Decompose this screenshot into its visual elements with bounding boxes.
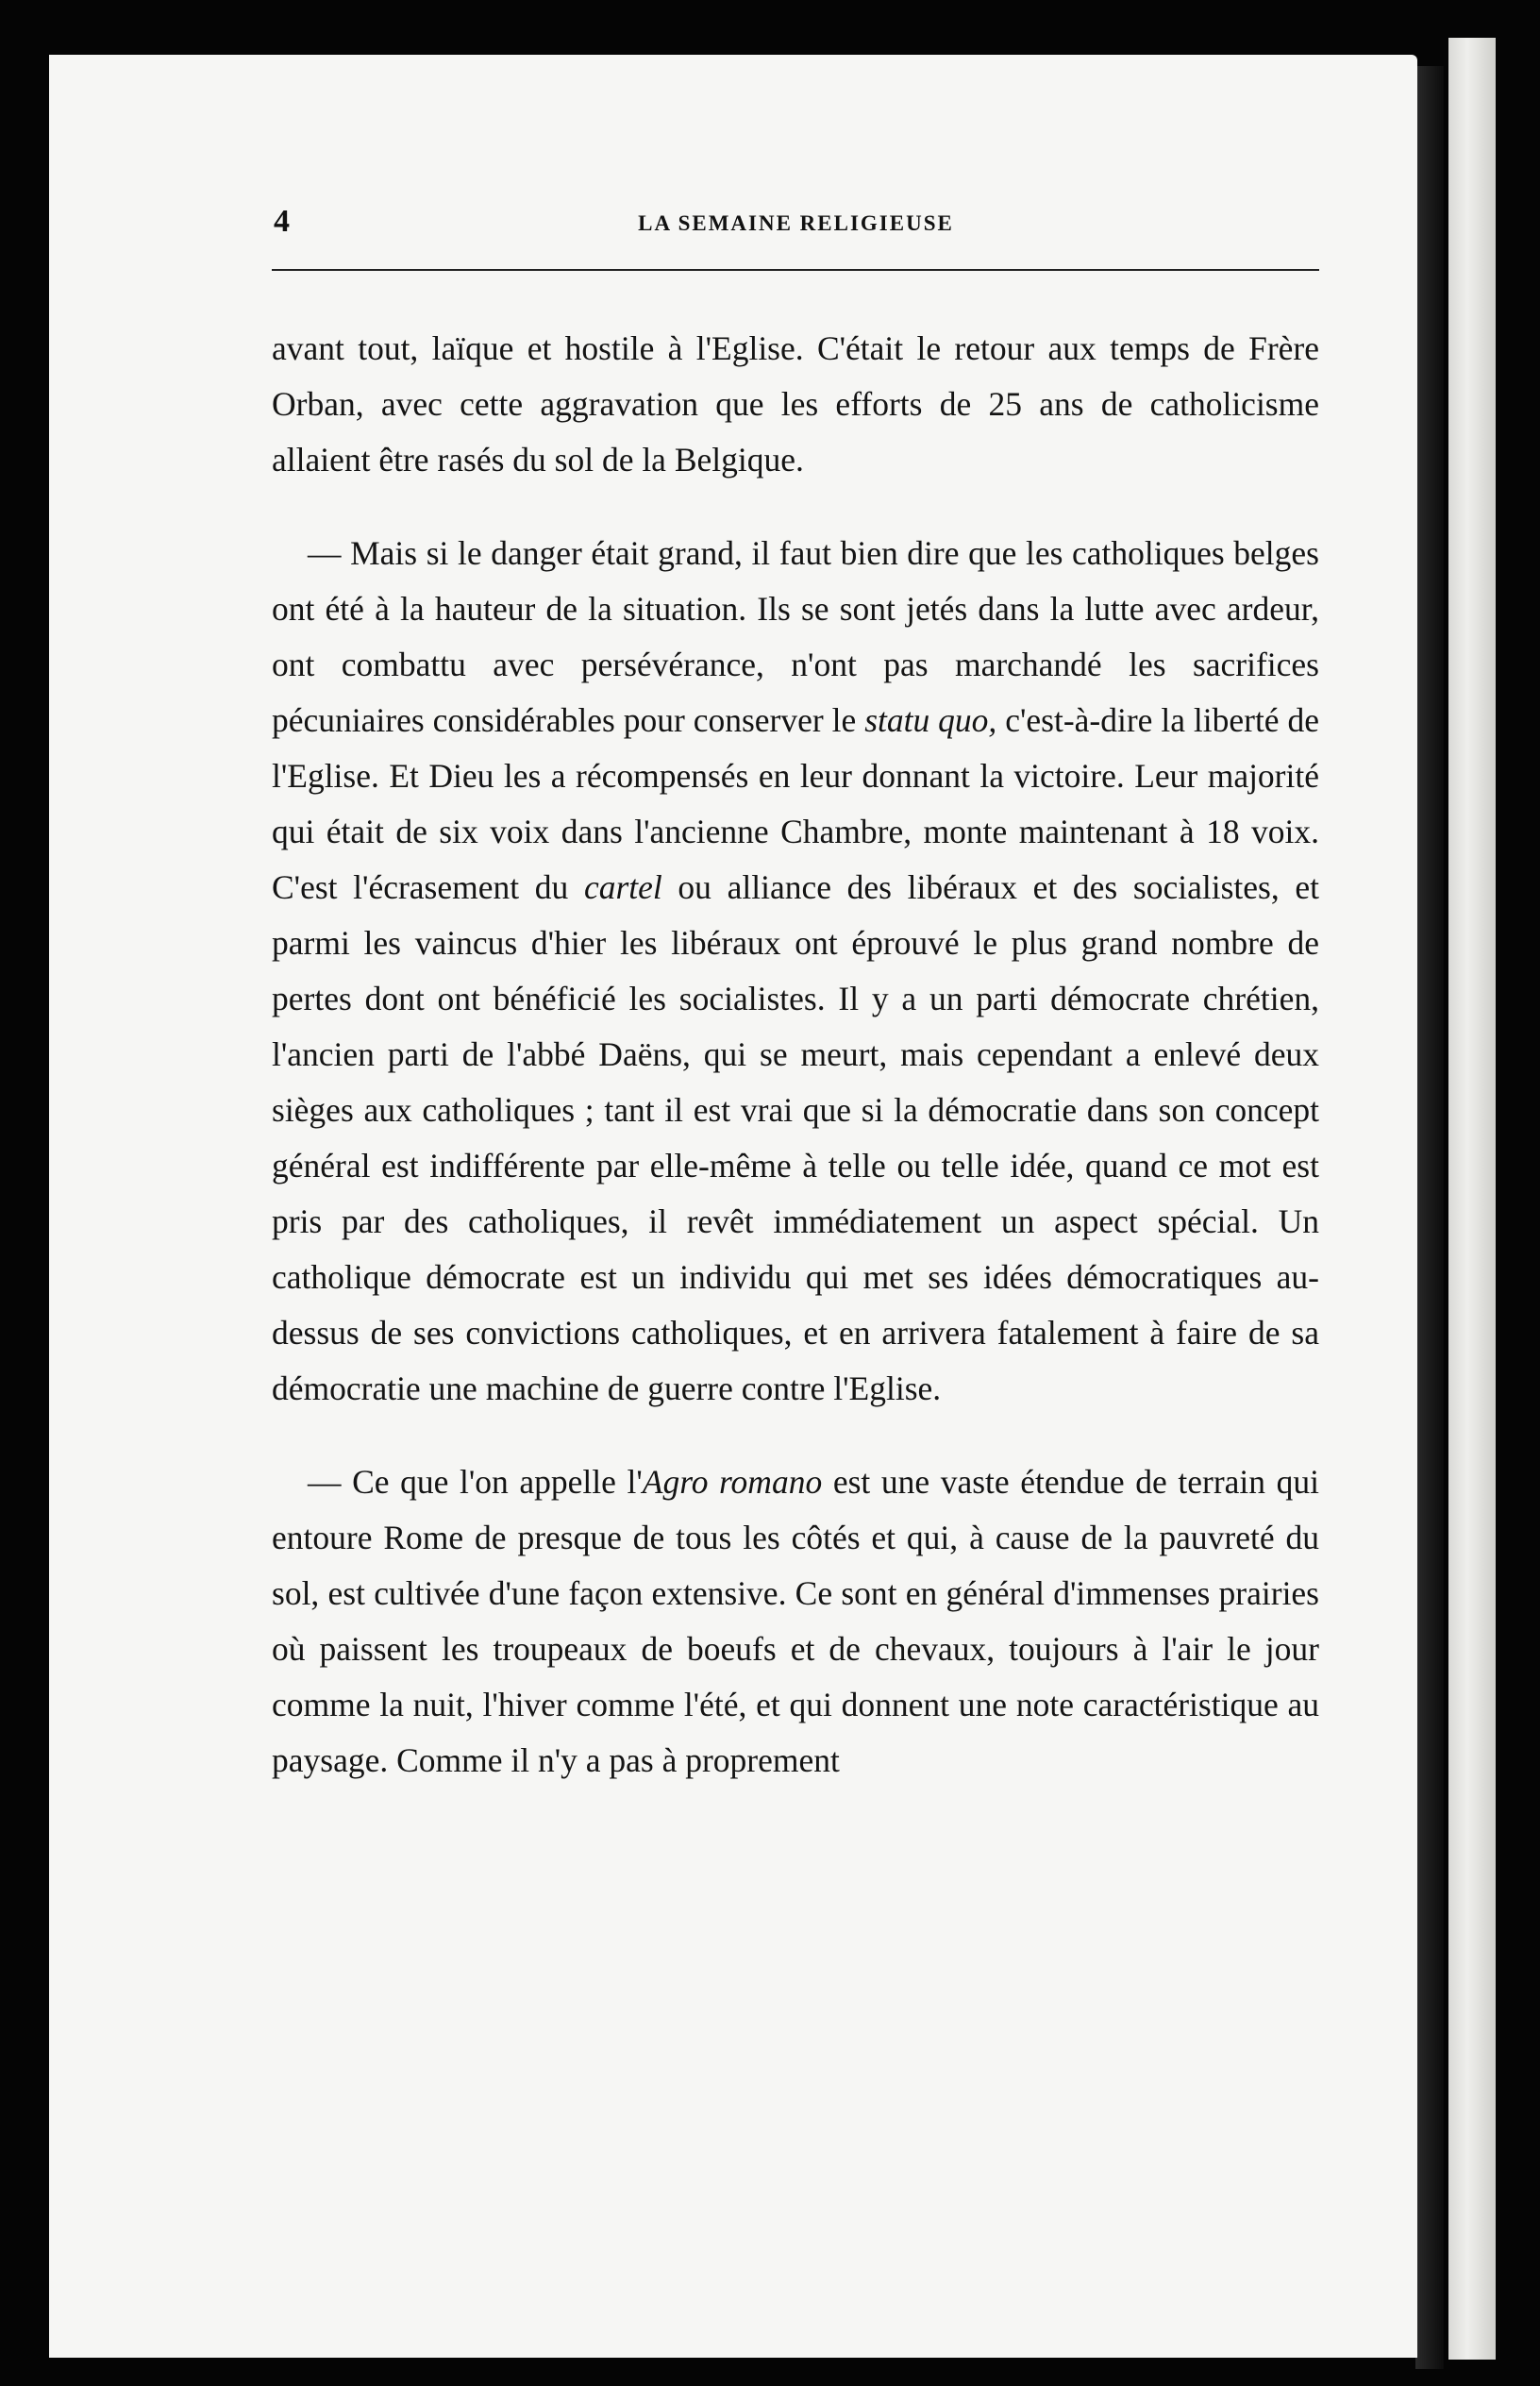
text-segment: — Mais si le danger était grand, il faut bien dire que les catholiques belges ont été à la hauteur de la situation. Ils se sont jetés dans la lutte avec ardeur, ont combattu avec persévérance, n'ont pas marchandé les sacrifices pécuniaires considérables pour conserver le xyxy=(272,534,1319,739)
text-segment: c'est-à-dire la liberté de l'Eglise. Et Dieu les a récompensés en leur donnant la victoire. Leur majorité qui était de six voix dans l'ancienne Chambre, monte maintenant à 18 voix. C'est l'écrasement du xyxy=(272,701,1320,906)
italic-phrase: cartel xyxy=(583,868,662,906)
body-text xyxy=(272,321,1319,1789)
paragraph-3 xyxy=(272,1454,1319,1789)
next-page-edge xyxy=(1448,38,1496,2360)
header-rule xyxy=(272,269,1319,271)
running-title: LA SEMAINE RELIGIEUSE xyxy=(638,211,954,235)
italic-phrase: Agro romano xyxy=(642,1463,823,1501)
page-gutter-shadow xyxy=(1415,66,1444,2369)
italic-phrase: statu quo, xyxy=(864,701,997,739)
text-segment: ou alliance des libéraux et des socialistes, et parmi les vaincus d'hier les libéraux ont éprouvé le plus grand nombre de pertes dont ont bénéficié les socialistes. Il y a un parti démocrate chrétien, l'ancien parti de l'abbé Daëns, qui se meurt, mais cependant a enlevé deux sièges aux catholiques ; tant il est vrai que si la démocratie dans son concept général est indifférente par elle-même à telle ou telle idée, quand ce mot est pris par des catholiques, il revêt immédiatement un aspect spécial. Un catholique démocrate est un individu qui met ses idées démocratiques au-dessus de ses convictions catholiques, et en arrivera fatalement à faire de sa démocratie une machine de guerre contre l'Eglise. xyxy=(272,868,1319,1407)
running-header xyxy=(274,198,1318,255)
text-segment: avant tout, laïque et hostile à l'Eglise. C'était le retour aux temps de Frère Orban, avec cette aggravation que les efforts de 25 ans de catholicisme allaient être rasés du sol de la Belgique. xyxy=(272,329,1319,479)
paragraph-2 xyxy=(272,526,1319,1417)
paragraph-1 xyxy=(272,321,1319,488)
page-number: 4 xyxy=(274,204,290,239)
text-segment: — Ce que l'on appelle l' xyxy=(308,1463,643,1501)
text-segment: est une vaste étendue de terrain qui entoure Rome de presque de tous les côtés et qui, à cause de la pauvreté du sol, est cultivée d'une façon extensive. Ce sont en général d'immenses prairies où paissent les troupeaux de boeufs et de chevaux, toujours à l'air le jour comme la nuit, l'hiver comme l'été, et qui donnent une note caractéristique au paysage. Comme il n'y a pas à proprement xyxy=(272,1463,1319,1779)
